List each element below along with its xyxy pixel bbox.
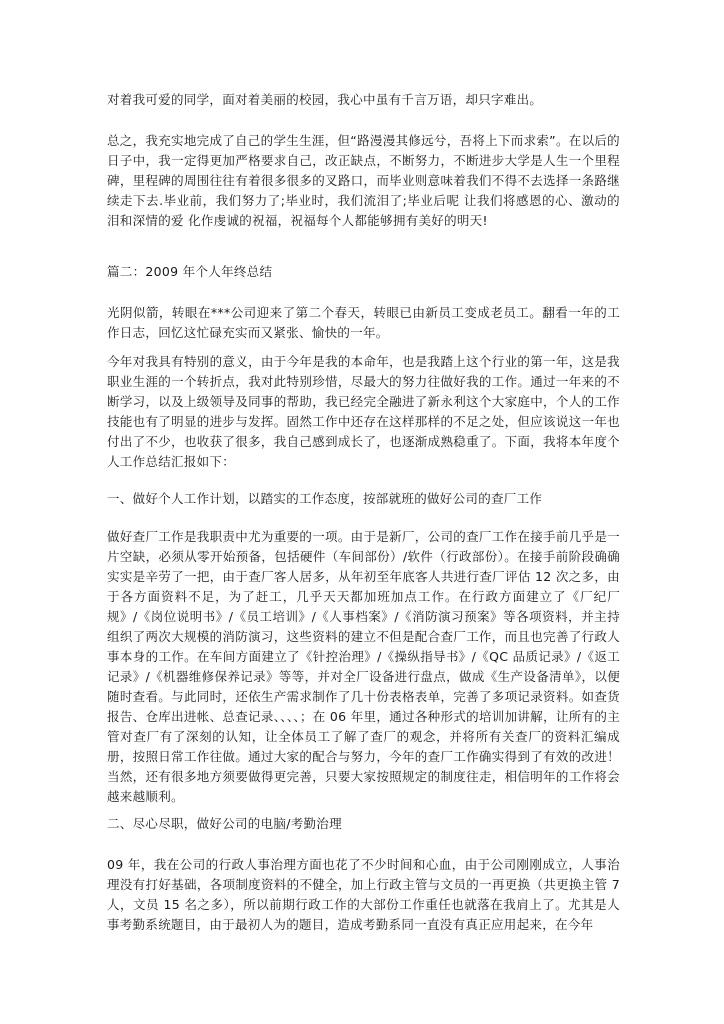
paragraph-significance: 今年对我具有特别的意义，由于今年是我的本命年，也是我踏上这个行业的第一年，这是我职业生涯的一个转折点，我对此特别珍惜，尽最大的努力往做好我的工作。通过一年来的不断学习，以及上级领导及同事的帮助，我已经完全融进了新永利这个大家庭中，个人的工作技能也有了明显的进步与发挥。固然工作中还存在这样那样的不足之处，但应该说这一年也付出了不少，也收获了很多，我自己感到成长了，也逐渐成熟稳重了。下面，我将本年度个人工作总结汇报如下：: [107, 354, 620, 469]
paragraph-hr-management: 09 年，我在公司的行政人事治理方面也花了不少时间和心血，由于公司刚刚成立，人事治理没有打好基础，各项制度资料的不健全，加上行政主管与文员的一再更换（共更换主管 7 人，文员 15 名之多），所以前期行政工作的大部份工作重任也就落在我肩上了。尤其是人事考勤系统题目，由于最初人为的题目，造成考勤系同一直没有真正应用起来，在今年: [107, 857, 620, 932]
section-title: 篇二：2009 年个人年终总结: [107, 264, 273, 279]
paragraph-conclusion: 总之，我充实地完成了自己的学生生涯，但“路漫漫其修远兮，吾将上下而求索”。在以后的日子中，我一定得更加严格要求自己，改正缺点，不断努力，不断进步大学是人生一个里程碑，里程碑的周围往往有着很多很多的叉路口，而毕业则意味着我们不得不去选择一条路继续走下去.毕业前，我们努力了;毕业时，我们流泪了;毕业后呢 让我们将感恩的心、激动的泪和深情的爱 化作虔诚的祝福，祝福每个人都能够拥有美好的明天!: [107, 133, 620, 228]
heading-computer-attendance: 二、尽心尽职，做好公司的电脑/考勤治理: [107, 816, 342, 831]
paragraph-intro: 光阴似箭，转眼在***公司迎来了第二个春天，转眼已由新员工变成老员工。翻看一年的工作日志，回忆这忙碌充实而又紧张、愉快的一年。: [107, 305, 620, 340]
heading-work-plan: 一、做好个人工作计划，以踏实的工作态度，按部就班的做好公司的查厂工作: [107, 491, 543, 506]
paragraph-factory-audit: 做好查厂工作是我职责中尤为重要的一项。由于是新厂，公司的查厂工作在接手前几乎是一片空缺，必须从零开始预备，包括硬件（车间部份）/软件（行政部份）。在接手前阶段确确实实是辛劳了一把，由于查厂客人居多，从年初至年底客人共进行查厂评估 12 次之多，由于各方面资料不足，为了赶工，几乎天天都加班加点工作。在行政方面建立了《厂纪厂规》/《岗位说明书》/《员工培训》/《人事档案》/《消防演习预案》等各项资料，并主持组织了两次大规模的消防演习，这些资料的建立不但是配合查厂工作，而且也完善了行政人事本身的工作。在车间方面建立了《针控治理》/《操纵指导书》/《QC 品质记录》/《返工记录》/《机器维修保养记录》等等，并对全厂设备进行盘点，做成《生产设备清单》，以便随时查看。与此同时，还依生产需求制作了几十份表格表单，完善了多项记录资料。如查货报告、仓库出进帐、总查记录、、、、；在 06 年里，通过各种形式的培训加讲解，让所有的主管对查厂有了深刻的认知，让全体员工了解了查厂的观念，并将所有关查厂的资料汇编成册，按照日常工作往做。通过大家的配合与努力，今年的查厂工作确实得到了有效的改进！当然，还有很多地方须要做得更完善，只要大家按照规定的制度往走，相信明年的工作将会越来越顺利。: [107, 529, 620, 804]
paragraph-classmates: 对着我可爱的同学，面对着美丽的校园，我心中虽有千言万语，却只字难出。: [107, 92, 543, 107]
